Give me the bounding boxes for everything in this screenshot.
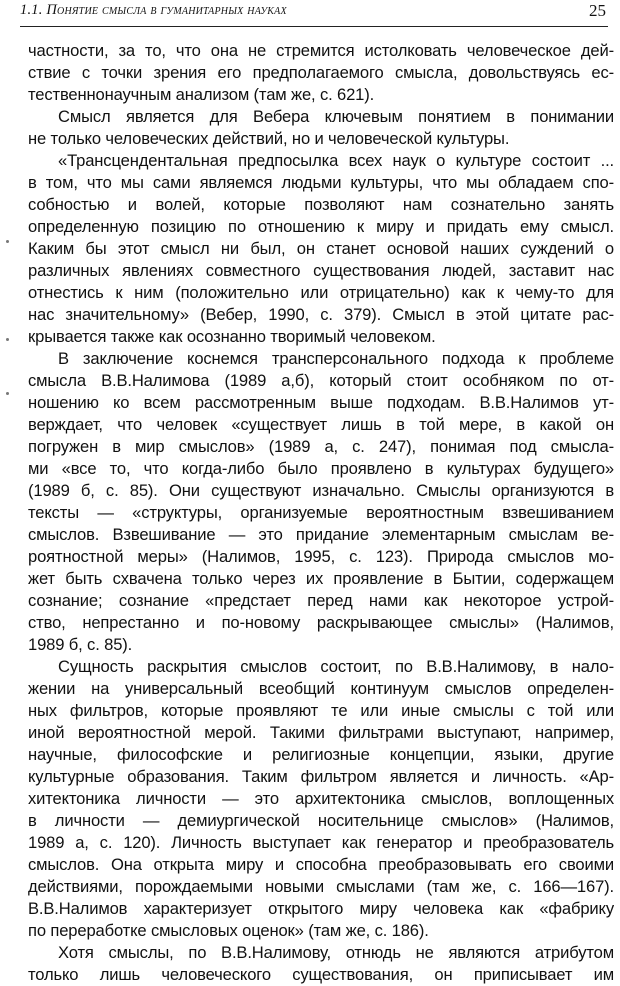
text-line: жет быть схвачена только через их проявление в Бытии, содержащем — [28, 569, 614, 588]
section-title: Понятие смысла в гуманитарных науках — [46, 2, 287, 18]
text-line: В.В.Налимов характеризует открытого миру человека как «фабрику — [28, 899, 614, 918]
text-line: научные, философские и религиозные концепции, языки, другие — [28, 745, 614, 764]
text-line: 1989 б, с. 85). — [28, 635, 133, 654]
text-line: (1989 б, с. 85). Они существуют изначально. Смыслы организуются в — [28, 481, 614, 500]
text-line: Сущность раскрытия смыслов состоит, по В.В.Налимову, в нало- — [58, 657, 614, 676]
text-line: сознание; сознание «предстает перед нами как некоторое устрой- — [28, 591, 614, 610]
margin-speck — [6, 338, 9, 341]
text-line: по переработке смысловых оценок» (там же, с. 186). — [28, 921, 429, 940]
text-line: собностью и волей, которые позволяют нам сознательно занять — [28, 195, 614, 214]
text-line: тественнонаучным анализом (там же, с. 621). — [28, 85, 375, 104]
text-line: действиями, порождаемыми новыми смыслами (там же, с. 166—167). — [28, 877, 614, 896]
text-line: В заключение коснемся трансперсонального подхода к проблеме — [58, 349, 614, 368]
text-line: ми «все то, что когда-либо было проявлено в культурах будущего» — [28, 459, 614, 478]
text-line: не только человеческих действий, но и человеческой культуры. — [28, 129, 510, 148]
text-line: 1989 а, с. 120). Личность выступает как генератор и преобразователь — [28, 833, 614, 852]
text-line: только лишь человеческого существования, он приписывает им — [28, 965, 614, 984]
margin-speck — [6, 240, 9, 243]
body-text — [28, 40, 614, 986]
text-line: определенную позицию по отношению к миру и придать ему смысл. — [28, 217, 614, 236]
text-line: иной вероятностной мерой. Такими фильтрами выступают, например, — [28, 723, 614, 742]
text-line: роятностной меры» (Налимов, 1995, с. 123). Природа смыслов мо- — [28, 547, 614, 566]
text-line: Хотя смыслы, по В.В.Налимову, отнюдь не являются атрибутом — [58, 943, 614, 962]
running-head — [20, 2, 608, 27]
text-line: смыслов. Она открыта миру и способна преобразовывать его своими — [28, 855, 614, 874]
text-line: ство, непрестанно и по-новому раскрывающее смыслы» (Налимов, — [28, 613, 614, 632]
section-number: 1.1. — [20, 2, 43, 18]
text-line: различных явлениях совместного существования людей, заставит нас — [28, 261, 614, 280]
text-line: тексты — «структуры, организуемые вероятностным взвешиванием — [28, 503, 614, 522]
text-line: культурные образования. Таким фильтром является и личность. «Ар- — [28, 767, 614, 786]
text-line: в личности — демиургической носительнице смыслов» (Налимов, — [28, 811, 614, 830]
text-line: ношению ко всем рассмотренным выше подходам. В.В.Налимов ут- — [28, 393, 614, 412]
text-line: погружен в мир смыслов» (1989 а, с. 247), понимая под смысла- — [28, 437, 614, 456]
text-line: ных фильтров, которые проявляют те или иные смыслы с той или — [28, 701, 614, 720]
text-line: смыслов. Взвешивание — это придание элементарным смыслам ве- — [28, 525, 614, 544]
text-line: крывается также как осознанно творимый человеком. — [28, 327, 436, 346]
text-line: «Трансцендентальная предпосылка всех наук о культуре состоит ... — [58, 151, 614, 170]
margin-speck — [6, 392, 9, 395]
running-head-title — [20, 2, 287, 19]
text-line: в том, что мы сами являемся людьми культуры, что мы обладаем спо- — [28, 173, 614, 192]
text-line: Каким бы этот смысл ни был, он станет основой наших суждений о — [28, 239, 614, 258]
text-line: Смысл является для Вебера ключевым понятием в понимании — [58, 107, 614, 126]
page-number: 25 — [589, 1, 606, 20]
text-line: ствие с точки зрения его предполагаемого смысла, довольствуясь ес- — [28, 63, 614, 82]
text-line: хитектоника личности — это архитектоника смыслов, воплощенных — [28, 789, 614, 808]
text-line: верждает, что человек «существует лишь в той мере, в какой он — [28, 415, 614, 434]
text-line: отнестись к ним (положительно или отрицательно) как к чему-то для — [28, 283, 614, 302]
text-line: нас значительному» (Вебер, 1990, с. 379). Смысл в этой цитате рас- — [28, 305, 614, 324]
text-line: смысла В.В.Налимова (1989 а,б), который стоит особняком по от- — [28, 371, 614, 390]
text-line: частности, за то, что она не стремится истолковать человеческое дей- — [28, 41, 614, 60]
text-line: жении на универсальный всеобщий континуум смыслов определен- — [28, 679, 614, 698]
